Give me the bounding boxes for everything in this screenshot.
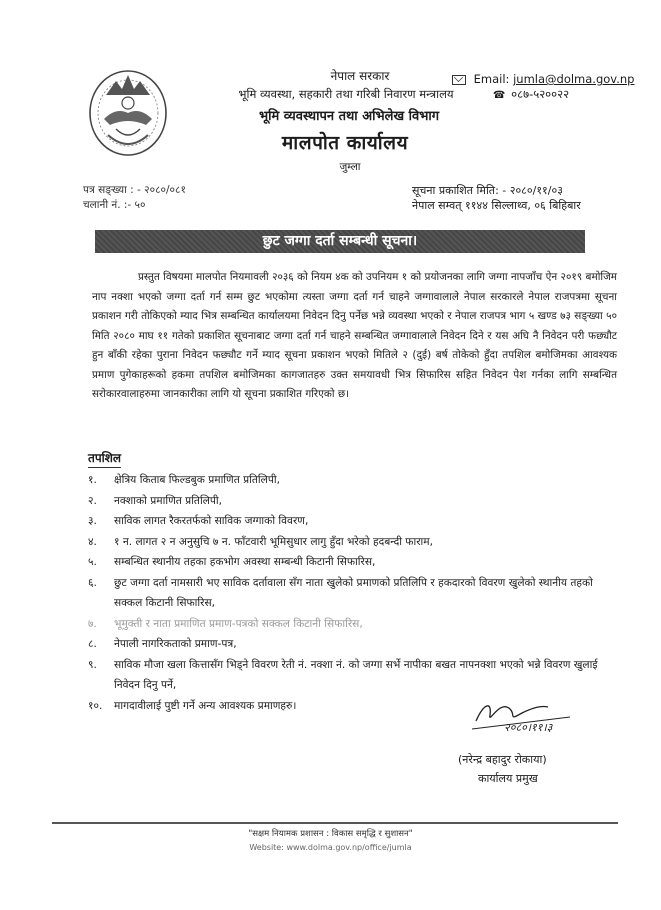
phone-number: ०८७-५२००२२ <box>511 87 570 101</box>
signature-mark <box>470 695 580 735</box>
list-item: १०. मागदावीलाई पुष्टी गर्ने अन्य आवश्यक प्रमाणहरु। <box>88 699 297 712</box>
list-item: २. नक्शाको प्रमाणित प्रतिलिपी, <box>88 494 223 507</box>
ministry-name: भूमि व्यवस्था, सहकारी तथा गरिबी निवारण मन्त्रालय <box>238 87 454 101</box>
footer-website[interactable]: Website: www.dolma.gov.np/office/jumla <box>249 843 412 852</box>
phone-contact <box>493 87 569 102</box>
list-item: ७. भूमुक्ती र नाता प्रमाणित प्रमाण-पत्रको सक्कल किटानी सिफारिस, <box>88 617 363 630</box>
list-item: ६. छुट जग्गा दर्ता नामसारी भए साविक दर्तावाला सँग नाता खुलेको प्रमाणको प्रतिलिपि र हकदारको विवरण खुलेको स्थानीय तहको सक्कल किटानी सिफारिस, <box>88 576 593 609</box>
reference-block <box>83 183 186 213</box>
nepal-samvat-date: नेपाल सम्वत् ११४४ सिल्लाथ्व, ०६ बिहिबार <box>412 199 581 212</box>
email-label: Email: <box>473 72 510 86</box>
list-item: ९. साविक मौजा खला कित्तासँग भिड्ने विवरण रेती नं. नक्शा नं. को जग्गा सर्भे नापीका बखत नापनक्शा भएको भन्ने विवरण खुलाई निवेदन दिनु पर्ने, <box>88 658 598 691</box>
list-item: ८. नेपाली नागरिकताको प्रमाण-पत्र, <box>88 638 237 650</box>
published-date: सूचना प्रकाशित मिति: - २०८०/११/०३ <box>412 184 563 197</box>
footer-motto: "सक्षम नियामक प्रशासन : विकास समृद्धि र सुशासन" <box>248 829 413 839</box>
district-name: जुम्ला <box>339 161 361 173</box>
notice-title: छुट जग्गा दर्ता सम्बन्धी सूचना। <box>95 230 585 253</box>
email-contact <box>452 72 634 86</box>
notice-body-text: प्रस्तुत विषयमा मालपोत नियमावली २०३६ को नियम ४क को उपनियम १ को प्रयोजनका लागि जग्गा नापजाँच ऐन २०१९ बमोजिम नाप नक्शा भएको जग्गा दर्ता गर्न सम्म छुट भएकोमा त्यस्ता जग्गा दर्ता गर्न चाहने जग्गावालाले नेपाल सरकारले नेपाल राजपत्रमा सूचना प्रकाशन गरी तोकिएको म्याद भित्र सम्बन्धित कार्यालयमा निवेदन दिनु पर्नेछ भन्ने व्यवस्था भएको र नेपाल राजपत्र भाग ५ खण्ड ७३ सङ्ख्या ५० मिति २०८० माघ ११ गतेको प्रकाशित सूचनाबाट जग्गा दर्ता गर्न चाहने सम्बन्धित जग्गावालाले निवेदन दिने र यस अघि नै निवेदन परी फछ्यौट हुन बाँकी रहेका पुराना निवेदन फछ्यौट गर्ने म्याद सूचना प्रकाशन भएको मितिले २ (दुई) बर्ष तोकेको हुँदा तपशिल बमोजिमका आवश्यक प्रमाण पुगेकाहरूको हकमा तपशिल बमोजिमका कागजातहरु उक्त समयावधी भित्र सिफारिस सहित निवेदन पेश गर्नका लागि सम्बन्धित सरोकारवालाहरुमा जानकारीका लागि यो सूचना प्रकाशित गरिएको छ। <box>92 271 617 400</box>
footer-divider <box>52 822 618 824</box>
list-heading: तपशिल <box>88 449 121 468</box>
list-item: ३. साविक लागत रैकरतर्फको साविक जग्गाको विवरण, <box>88 515 309 527</box>
dispatch-number: चलानी नं. :- ५० <box>83 199 146 211</box>
envelope-icon <box>452 75 466 85</box>
government-name: नेपाल सरकार <box>330 69 390 83</box>
notice-body <box>92 268 617 405</box>
signatory-title: कार्यालय प्रमुख <box>478 772 538 785</box>
nepal-emblem-icon <box>86 63 170 159</box>
list-item: ४. १ न. लागत २ न अनुसुचि ७ न. फाँटवारी भूमिसुधार लागु हुँदा भरेको हदबन्दी फाराम, <box>88 535 433 548</box>
signature-date: २०८०।११।३ <box>504 721 553 734</box>
office-name: मालपोत कार्यालय <box>281 132 409 154</box>
list-item: ५. सम्बन्धित स्थानीय तहका हकभोग अवस्था सम्बन्धी किटानी सिफारिस, <box>88 556 376 568</box>
email-link[interactable]: jumla@dolma.gov.np <box>513 72 635 86</box>
requirements-list <box>88 470 613 716</box>
department-name: भूमि व्यवस्थापन तथा अभिलेख विभाग <box>258 109 440 124</box>
phone-icon: ☎ <box>493 90 506 101</box>
list-item: १. क्षेत्रिय किताब फिल्डबुक प्रमाणित प्रतिलिपी, <box>88 474 280 486</box>
publication-block <box>412 183 581 213</box>
signatory-name: (नरेन्द्र बहादुर रोकाया) <box>458 753 547 766</box>
letter-number: पत्र सङ्ख्या : - २०८०/०८१ <box>83 184 186 196</box>
